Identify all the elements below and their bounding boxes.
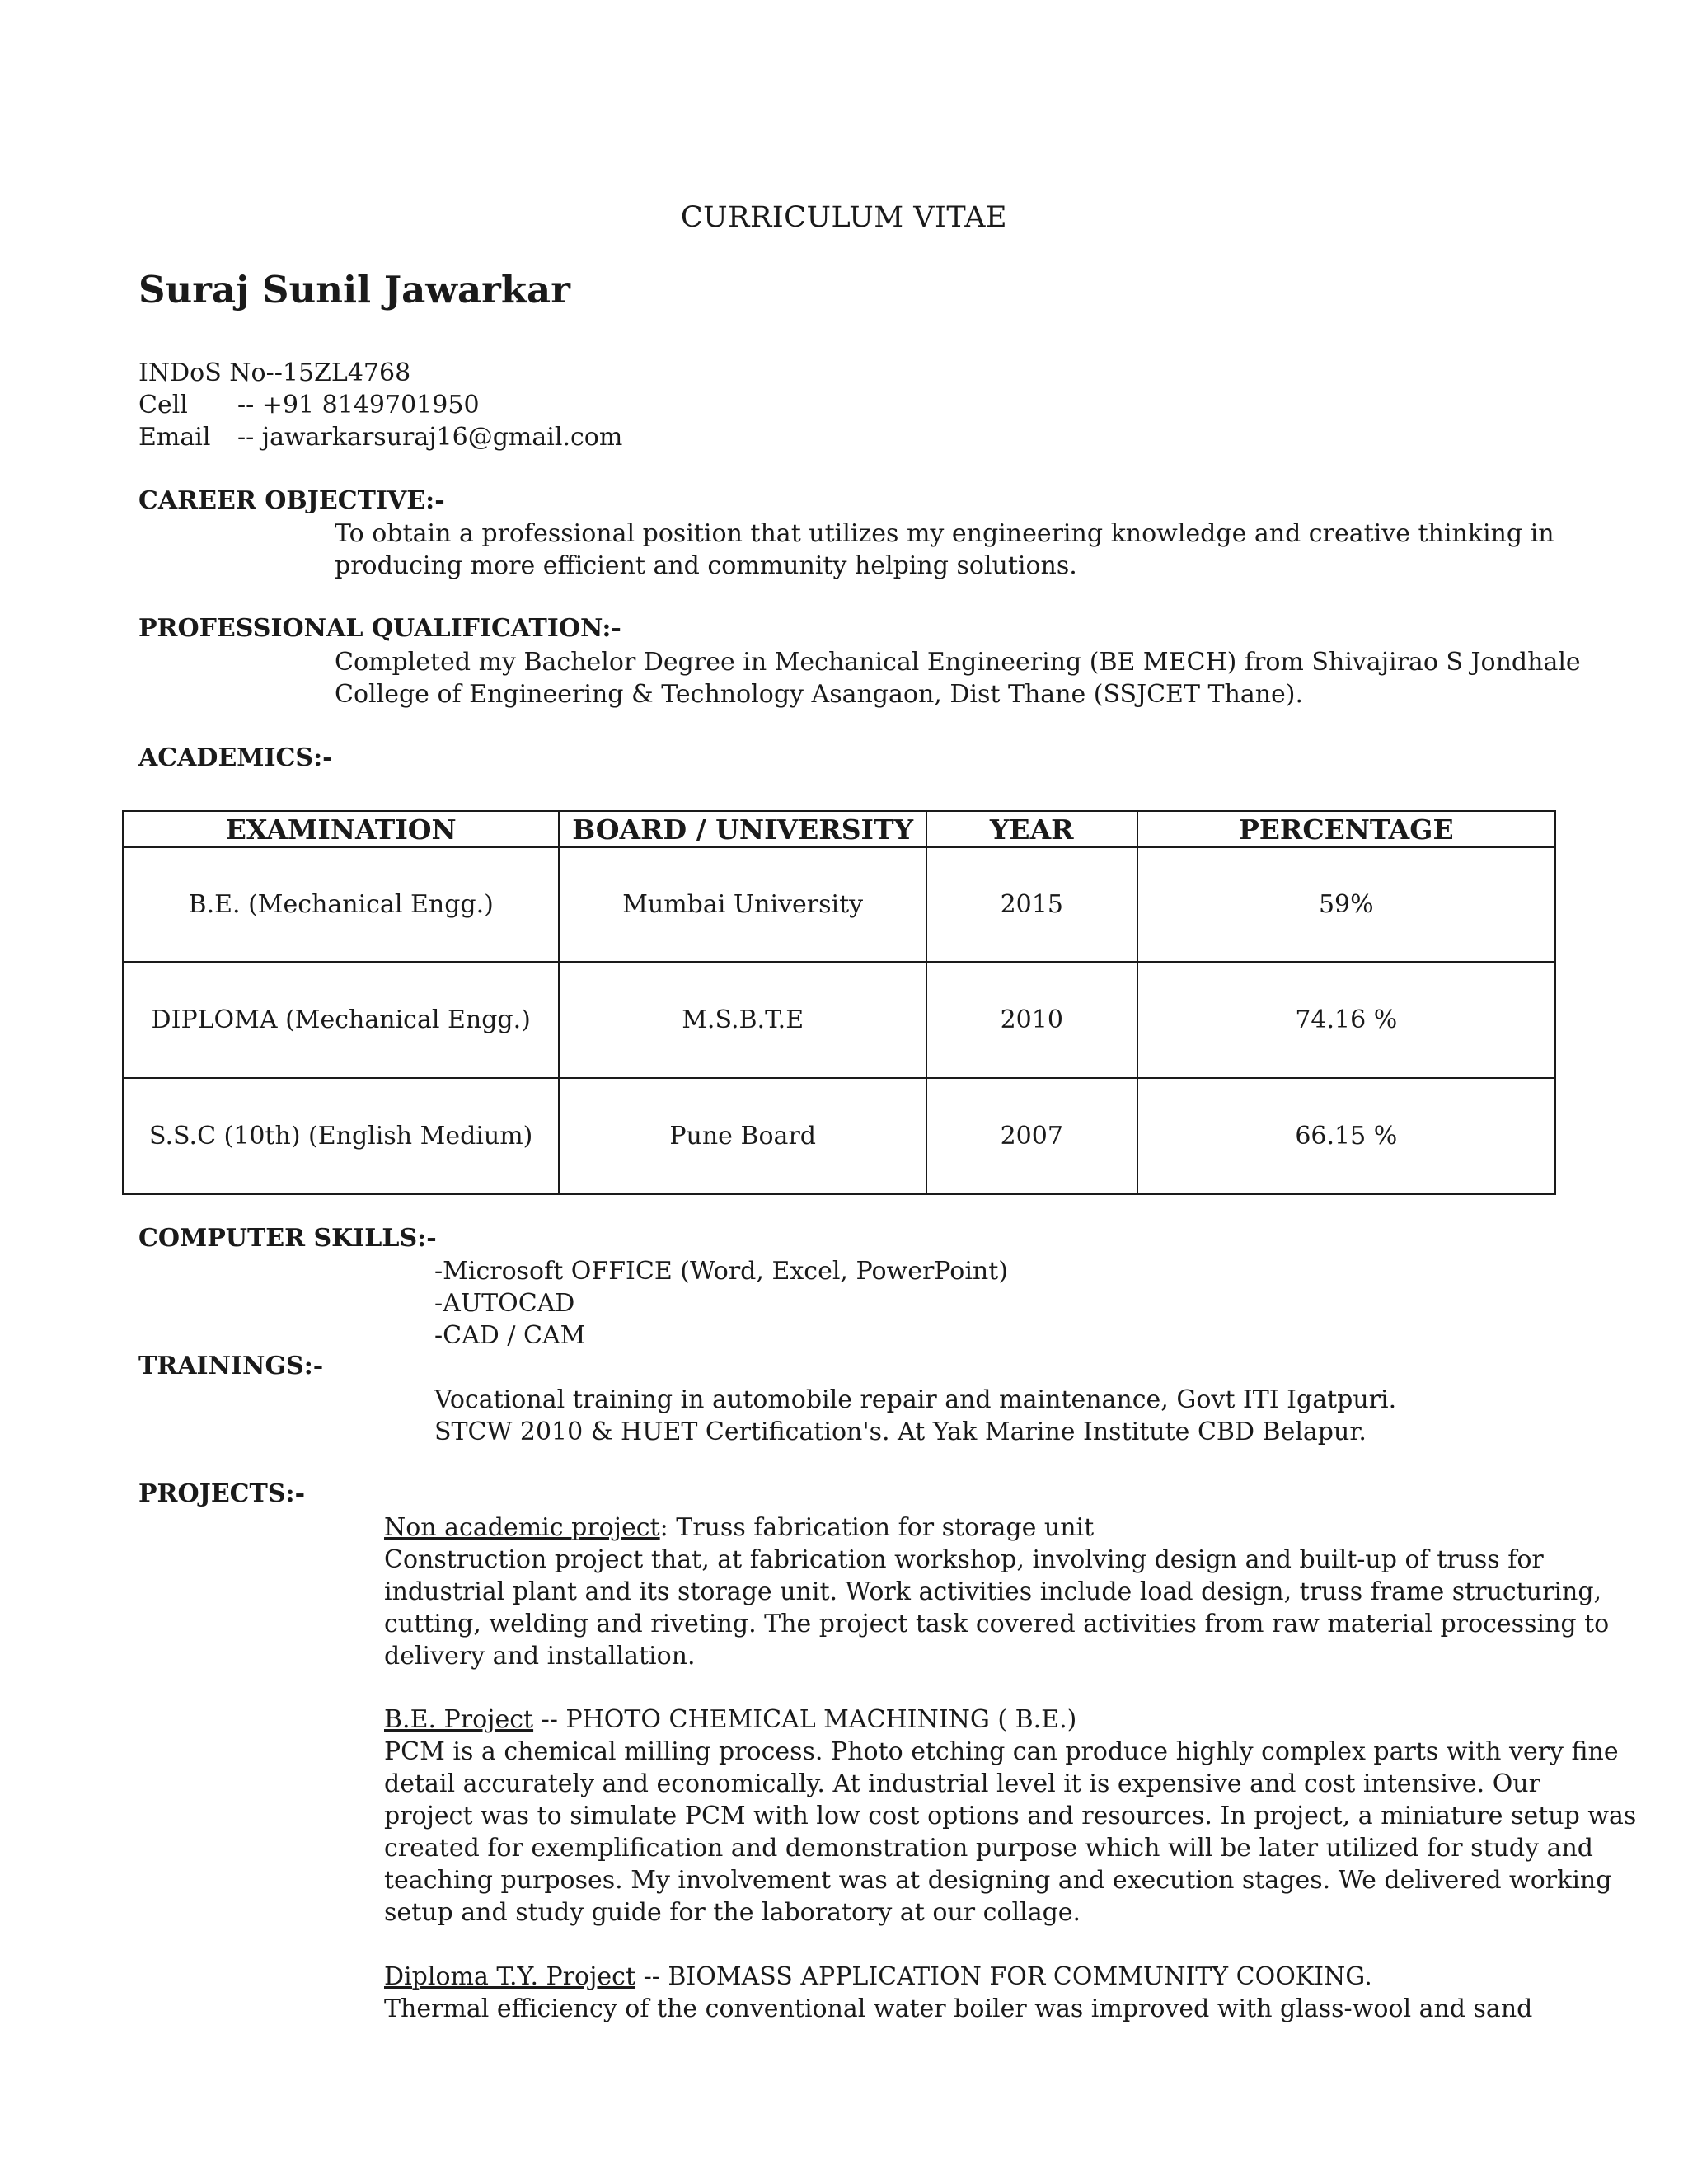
column-header-examination: EXAMINATION xyxy=(123,811,559,847)
table-row xyxy=(123,1078,1555,1194)
trainings-list xyxy=(434,1384,1396,1448)
candidate-name: Suraj Sunil Jawarkar xyxy=(138,268,570,312)
project-line: created for exemplification and demonstration purpose which will be later utilized for study and xyxy=(384,1834,1593,1863)
email-line xyxy=(138,423,622,452)
project-line: PCM is a chemical milling process. Photo etching can produce highly complex parts with very fine xyxy=(384,1737,1619,1766)
project-line: Construction project that, at fabrication workshop, involving design and built-up of truss for xyxy=(384,1545,1544,1574)
project-title-line xyxy=(384,1511,1609,1544)
project-line: detail accurately and economically. At industrial level it is expensive and cost intensive. Our xyxy=(384,1769,1540,1798)
cell-value: -- +91 8149701950 xyxy=(237,391,480,419)
document-title: CURRICULUM VITAE xyxy=(680,201,1008,234)
project-non-academic xyxy=(384,1511,1609,1672)
project-diploma xyxy=(384,1961,1532,2025)
table-row xyxy=(123,962,1555,1078)
project-line: delivery and installation. xyxy=(384,1642,696,1671)
qualification-line-2: College of Engineering & Technology Asangaon, Dist Thane (SSJCET Thane). xyxy=(335,680,1304,709)
cell-year: 2015 xyxy=(926,847,1137,962)
list-item: Vocational training in automobile repair and maintenance, Govt ITI Igatpuri. xyxy=(434,1385,1397,1414)
qualification-line-1: Completed my Bachelor Degree in Mechanical Engineering (BE MECH) from Shivajirao S Jondhale xyxy=(335,648,1581,677)
cell-year: 2007 xyxy=(926,1078,1137,1194)
column-header-year: YEAR xyxy=(926,811,1137,847)
cell-label: Cell xyxy=(138,391,188,419)
project-line: Thermal efficiency of the conventional water boiler was improved with glass-wool and sand xyxy=(384,1994,1533,2023)
project-line: cutting, welding and riveting. The project task covered activities from raw material processing to xyxy=(384,1610,1610,1638)
computer-skills-list xyxy=(434,1255,1008,1352)
project-line: setup and study guide for the laboratory at our collage. xyxy=(384,1898,1081,1927)
project-title: Non academic project xyxy=(384,1513,660,1542)
list-item: -CAD / CAM xyxy=(434,1321,586,1350)
table-row xyxy=(123,847,1555,962)
cell-line xyxy=(138,391,480,419)
cell-board: Pune Board xyxy=(559,1078,926,1194)
list-item: -AUTOCAD xyxy=(434,1289,575,1318)
career-line-2: producing more efficient and community helping solutions. xyxy=(335,551,1077,580)
project-be xyxy=(384,1704,1636,1929)
column-header-percentage: PERCENTAGE xyxy=(1137,811,1555,847)
computer-skills-heading: COMPUTER SKILLS:- xyxy=(138,1224,437,1253)
qualification-heading: PROFESSIONAL QUALIFICATION:- xyxy=(138,614,621,643)
academics-table xyxy=(122,810,1556,1195)
list-item: -Microsoft OFFICE (Word, Excel, PowerPoint) xyxy=(434,1257,1009,1286)
trainings-heading: TRAININGS:- xyxy=(138,1352,324,1380)
project-subtitle: : Truss fabrication for storage unit xyxy=(659,1513,1095,1542)
cell-examination: DIPLOMA (Mechanical Engg.) xyxy=(123,962,559,1078)
cell-percentage: 74.16 % xyxy=(1137,962,1555,1078)
project-subtitle: -- BIOMASS APPLICATION FOR COMMUNITY COOKING. xyxy=(635,1962,1372,1991)
career-objective-heading: CAREER OBJECTIVE:- xyxy=(138,486,445,515)
cell-board: M.S.B.T.E xyxy=(559,962,926,1078)
career-objective-text xyxy=(335,518,1554,582)
qualification-text xyxy=(335,646,1581,710)
project-line: teaching purposes. My involvement was at designing and execution stages. We delivered working xyxy=(384,1866,1612,1895)
cell-year: 2010 xyxy=(926,962,1137,1078)
indos-number: INDoS No--15ZL4768 xyxy=(138,359,411,387)
list-item: STCW 2010 & HUET Certification's. At Yak Marine Institute CBD Belapur. xyxy=(434,1418,1367,1446)
project-title-line xyxy=(384,1704,1636,1736)
cell-examination: B.E. (Mechanical Engg.) xyxy=(123,847,559,962)
projects-heading: PROJECTS:- xyxy=(138,1479,306,1508)
project-title: B.E. Project xyxy=(384,1705,534,1734)
project-title: Diploma T.Y. Project xyxy=(384,1962,636,1991)
cell-percentage: 59% xyxy=(1137,847,1555,962)
project-title-line xyxy=(384,1961,1532,1993)
academics-heading: ACADEMICS:- xyxy=(138,743,333,772)
cell-examination: S.S.C (10th) (English Medium) xyxy=(123,1078,559,1194)
email-value: -- jawarkarsuraj16@gmail.com xyxy=(237,423,623,452)
email-label: Email xyxy=(138,423,211,452)
column-header-board: BOARD / UNIVERSITY xyxy=(559,811,926,847)
table-header-row xyxy=(123,811,1555,847)
cell-board: Mumbai University xyxy=(559,847,926,962)
career-line-1: To obtain a professional position that utilizes my engineering knowledge and creative thinking in xyxy=(335,519,1554,548)
project-line: project was to simulate PCM with low cost options and resources. In project, a miniature setup was xyxy=(384,1802,1637,1830)
project-subtitle: -- PHOTO CHEMICAL MACHINING ( B.E.) xyxy=(533,1705,1077,1734)
project-line: industrial plant and its storage unit. Work activities include load design, truss frame structuring, xyxy=(384,1577,1602,1606)
cell-percentage: 66.15 % xyxy=(1137,1078,1555,1194)
